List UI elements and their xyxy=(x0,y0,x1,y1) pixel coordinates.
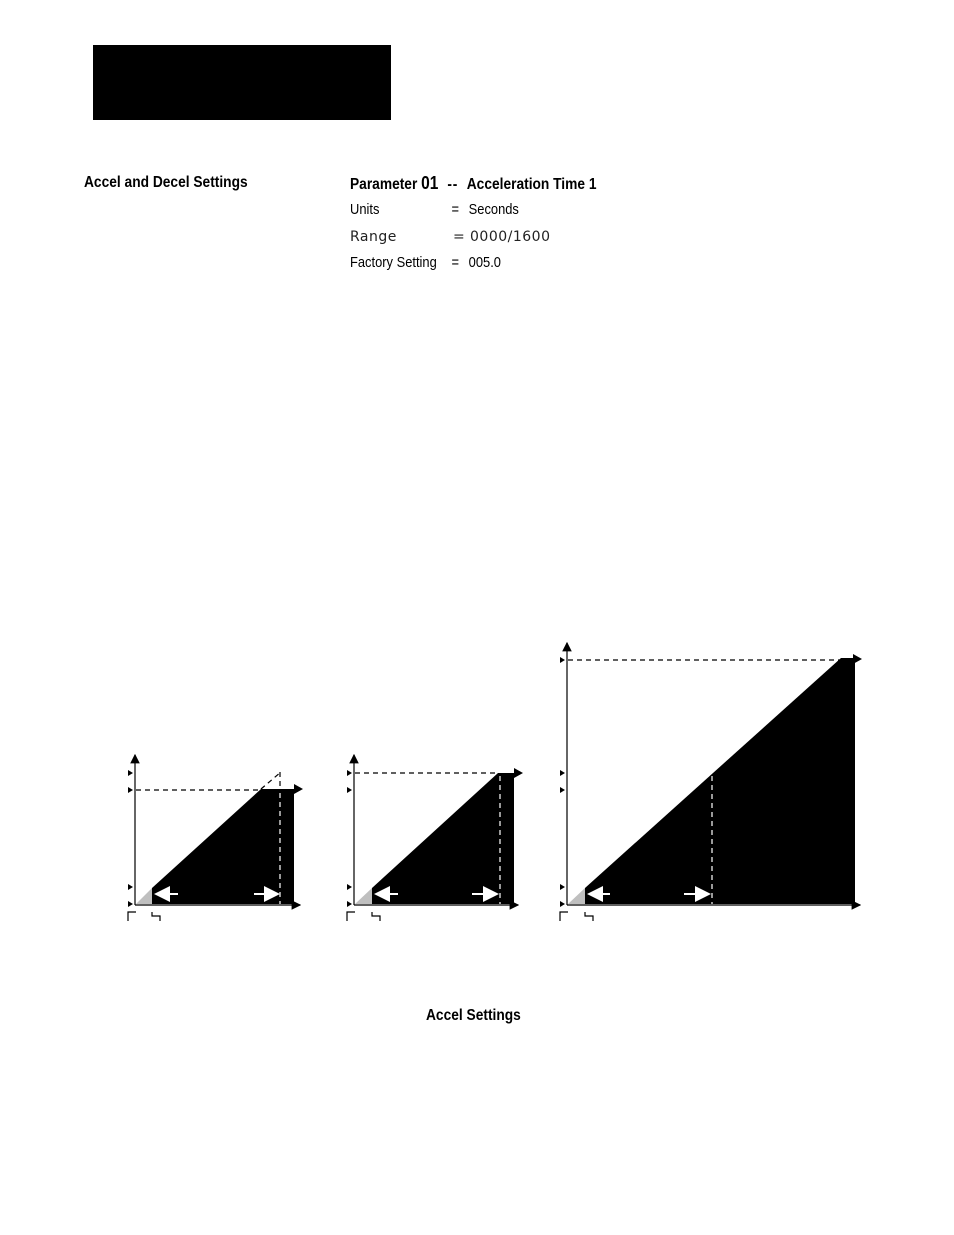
parameter-label: Parameter xyxy=(350,176,418,193)
y-tick xyxy=(347,770,352,776)
accel-ramp-fill xyxy=(585,658,855,904)
y-tick xyxy=(560,787,565,793)
overshoot-dashed xyxy=(261,772,281,789)
start-bracket xyxy=(560,912,568,921)
speed-arrow-head xyxy=(514,768,523,778)
y-tick xyxy=(128,901,133,907)
accel-ramp-fill xyxy=(372,773,514,904)
row-equals: = xyxy=(451,201,460,218)
speed-arrow-head xyxy=(294,784,303,794)
y-tick xyxy=(128,770,133,776)
y-tick xyxy=(128,884,133,890)
ramp-start xyxy=(136,888,152,904)
accel-panel-1 xyxy=(128,755,303,921)
accel-panel-3 xyxy=(560,643,862,921)
y-tick xyxy=(560,884,565,890)
y-tick xyxy=(347,901,352,907)
y-tick xyxy=(560,657,565,663)
row-label: Range xyxy=(350,229,397,245)
ramp-bracket xyxy=(372,912,380,921)
y-tick xyxy=(560,901,565,907)
section-title: Accel and Decel Settings xyxy=(84,174,248,191)
figure-caption: Accel Settings xyxy=(426,1007,521,1024)
ramp-bracket xyxy=(152,912,160,921)
y-tick xyxy=(560,770,565,776)
row-equals: = xyxy=(453,229,466,245)
ramp-start xyxy=(568,888,585,904)
row-equals: = xyxy=(451,254,460,271)
row-value: Seconds xyxy=(468,201,519,218)
y-tick xyxy=(347,787,352,793)
row-value: 0000/1600 xyxy=(470,229,551,245)
accel-ramp-fill xyxy=(152,789,294,904)
row-label: Factory Setting xyxy=(350,254,437,271)
y-tick xyxy=(128,787,133,793)
ramp-start xyxy=(355,888,372,904)
speed-arrow-head xyxy=(853,654,862,664)
row-label: Units xyxy=(350,201,380,218)
parameter-number: 01 xyxy=(421,173,439,193)
start-bracket xyxy=(347,912,355,921)
accel-panel-2 xyxy=(347,755,523,921)
ramp-bracket xyxy=(585,912,593,921)
parameter-name: Acceleration Time 1 xyxy=(466,176,597,193)
row-value: 005.0 xyxy=(468,254,501,271)
parameter-separator: -- xyxy=(447,176,459,193)
start-bracket xyxy=(128,912,136,921)
y-tick xyxy=(347,884,352,890)
